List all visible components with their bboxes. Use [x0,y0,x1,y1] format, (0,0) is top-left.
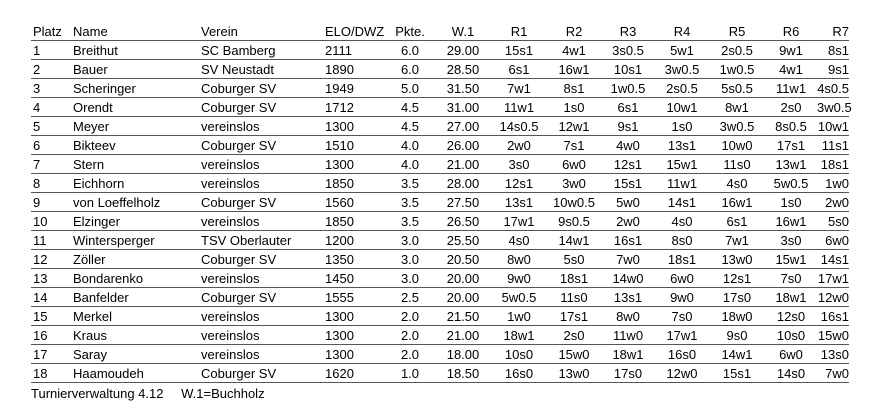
rank-cell: 7 [31,155,73,174]
round-1-cell: 3s0 [491,155,547,174]
round-6-cell: 5w0.5 [765,174,817,193]
points-cell: 4.5 [385,98,435,117]
round-3-cell: 12s1 [601,155,655,174]
round-4-cell: 7s0 [655,307,709,326]
round-5-cell: 3w0.5 [709,117,765,136]
rating-cell: 1712 [325,98,385,117]
buchholz-cell: 26.00 [435,136,491,155]
club-cell: vereinslos [201,345,325,364]
round-7-cell: 16s1 [817,307,849,326]
software-version: Turnierverwaltung 4.12 [31,386,164,401]
club-cell: Coburger SV [201,193,325,212]
table-row [31,288,849,307]
header-r1: R1 [491,23,547,41]
player-name-cell: von Loeffelholz [73,193,201,212]
buchholz-cell: 20.50 [435,250,491,269]
points-cell: 3.0 [385,250,435,269]
points-cell: 4.0 [385,155,435,174]
points-cell: 3.0 [385,231,435,250]
points-cell: 1.0 [385,364,435,383]
rating-cell: 2111 [325,41,385,60]
round-7-cell: 1w0 [817,174,849,193]
club-cell: Coburger SV [201,288,325,307]
round-6-cell: 2s0 [765,98,817,117]
rank-cell: 1 [31,41,73,60]
round-4-cell: 13s1 [655,136,709,155]
round-7-cell: 9s1 [817,60,849,79]
round-2-cell: 15w0 [547,345,601,364]
round-1-cell: 17w1 [491,212,547,231]
rank-cell: 13 [31,269,73,288]
buchholz-cell: 20.00 [435,269,491,288]
round-1-cell: 13s1 [491,193,547,212]
rating-cell: 1300 [325,345,385,364]
table-row [31,231,849,250]
round-7-cell: 14s1 [817,250,849,269]
round-2-cell: 5s0 [547,250,601,269]
points-cell: 5.0 [385,79,435,98]
rank-cell: 9 [31,193,73,212]
round-5-cell: 4s0 [709,174,765,193]
rating-cell: 1300 [325,155,385,174]
round-2-cell: 11s0 [547,288,601,307]
rating-cell: 1850 [325,212,385,231]
round-2-cell: 6w0 [547,155,601,174]
round-2-cell: 18s1 [547,269,601,288]
round-3-cell: 5w0 [601,193,655,212]
club-cell: vereinslos [201,326,325,345]
header-points: Pkte. [385,23,435,41]
rating-cell: 1200 [325,231,385,250]
header-platz: Platz [31,23,73,41]
round-3-cell: 17s0 [601,364,655,383]
round-6-cell: 8s0.5 [765,117,817,136]
rating-cell: 1890 [325,60,385,79]
player-name-cell: Bikteev [73,136,201,155]
round-5-cell: 11s0 [709,155,765,174]
header-r2: R2 [547,23,601,41]
rating-cell: 1850 [325,174,385,193]
rank-cell: 2 [31,60,73,79]
round-6-cell: 9w1 [765,41,817,60]
round-3-cell: 10s1 [601,60,655,79]
round-4-cell: 10w1 [655,98,709,117]
round-4-cell: 6w0 [655,269,709,288]
round-3-cell: 13s1 [601,288,655,307]
round-5-cell: 18w0 [709,307,765,326]
rating-cell: 1300 [325,307,385,326]
buchholz-cell: 25.50 [435,231,491,250]
table-row [31,307,849,326]
round-4-cell: 14s1 [655,193,709,212]
club-cell: TSV Oberlauter [201,231,325,250]
round-6-cell: 16w1 [765,212,817,231]
round-7-cell: 11s1 [817,136,849,155]
rank-cell: 17 [31,345,73,364]
round-4-cell: 17w1 [655,326,709,345]
player-name-cell: Haamoudeh [73,364,201,383]
rank-cell: 11 [31,231,73,250]
player-name-cell: Bondarenko [73,269,201,288]
player-name-cell: Stern [73,155,201,174]
round-2-cell: 9s0.5 [547,212,601,231]
round-1-cell: 12s1 [491,174,547,193]
table-row [31,212,849,231]
buchholz-legend: W.1=Buchholz [181,386,265,401]
round-1-cell: 8w0 [491,250,547,269]
header-r7: R7 [817,23,849,41]
round-7-cell: 6w0 [817,231,849,250]
player-name-cell: Breithut [73,41,201,60]
round-4-cell: 16s0 [655,345,709,364]
rating-cell: 1560 [325,193,385,212]
club-cell: Coburger SV [201,79,325,98]
player-name-cell: Zöller [73,250,201,269]
round-3-cell: 7w0 [601,250,655,269]
rating-cell: 1510 [325,136,385,155]
rating-cell: 1350 [325,250,385,269]
round-2-cell: 13w0 [547,364,601,383]
buchholz-cell: 20.00 [435,288,491,307]
points-cell: 2.0 [385,326,435,345]
round-6-cell: 18w1 [765,288,817,307]
rating-cell: 1300 [325,117,385,136]
buchholz-cell: 21.00 [435,155,491,174]
table-row [31,117,849,136]
buchholz-cell: 28.50 [435,60,491,79]
round-2-cell: 7s1 [547,136,601,155]
round-7-cell: 13s0 [817,345,849,364]
buchholz-cell: 18.00 [435,345,491,364]
header-verein: Verein [201,23,325,41]
round-4-cell: 12w0 [655,364,709,383]
buchholz-cell: 29.00 [435,41,491,60]
table-row [31,326,849,345]
round-6-cell: 6w0 [765,345,817,364]
round-6-cell: 10s0 [765,326,817,345]
round-5-cell: 5s0.5 [709,79,765,98]
round-2-cell: 8s1 [547,79,601,98]
header-r3: R3 [601,23,655,41]
round-2-cell: 12w1 [547,117,601,136]
rating-cell: 1555 [325,288,385,307]
club-cell: vereinslos [201,307,325,326]
rank-cell: 5 [31,117,73,136]
header-buchholz: W.1 [435,23,491,41]
round-5-cell: 1w0.5 [709,60,765,79]
round-6-cell: 11w1 [765,79,817,98]
rank-cell: 10 [31,212,73,231]
round-3-cell: 3s0.5 [601,41,655,60]
round-1-cell: 16s0 [491,364,547,383]
rating-cell: 1450 [325,269,385,288]
table-row [31,79,849,98]
round-1-cell: 15s1 [491,41,547,60]
round-3-cell: 4w0 [601,136,655,155]
rating-cell: 1949 [325,79,385,98]
round-6-cell: 1s0 [765,193,817,212]
round-3-cell: 15s1 [601,174,655,193]
round-6-cell: 3s0 [765,231,817,250]
points-cell: 6.0 [385,60,435,79]
round-7-cell: 15w0 [817,327,849,343]
buchholz-cell: 21.00 [435,326,491,345]
player-name-cell: Scheringer [73,79,201,98]
header-r6: R6 [765,23,817,41]
round-6-cell: 13w1 [765,155,817,174]
header-r4: R4 [655,23,709,41]
player-name-cell: Orendt [73,98,201,117]
round-3-cell: 6s1 [601,98,655,117]
player-name-cell: Meyer [73,117,201,136]
rank-cell: 16 [31,326,73,345]
points-cell: 4.0 [385,136,435,155]
round-1-cell: 1w0 [491,307,547,326]
buchholz-cell: 27.50 [435,193,491,212]
round-7-cell: 4s0.5 [817,80,849,96]
round-7-cell: 5s0 [817,212,849,231]
buchholz-cell: 18.50 [435,364,491,383]
round-1-cell: 6s1 [491,60,547,79]
rating-cell: 1300 [325,326,385,345]
player-name-cell: Banfelder [73,288,201,307]
round-5-cell: 15s1 [709,364,765,383]
standings-body [31,41,852,383]
round-4-cell: 4s0 [655,212,709,231]
table-row [31,174,849,193]
round-2-cell: 10w0.5 [547,193,601,212]
round-1-cell: 5w0.5 [491,288,547,307]
rating-cell: 1620 [325,364,385,383]
round-5-cell: 10w0 [709,136,765,155]
points-cell: 3.5 [385,174,435,193]
round-2-cell: 16w1 [547,60,601,79]
round-1-cell: 9w0 [491,269,547,288]
table-row [31,41,849,60]
player-name-cell: Merkel [73,307,201,326]
round-5-cell: 9s0 [709,326,765,345]
rank-cell: 6 [31,136,73,155]
club-cell: vereinslos [201,269,325,288]
club-cell: Coburger SV [201,250,325,269]
club-cell: Coburger SV [201,364,325,383]
round-5-cell: 13w0 [709,250,765,269]
round-7-cell: 17w1 [817,270,849,286]
round-5-cell: 8w1 [709,98,765,117]
round-2-cell: 14w1 [547,231,601,250]
round-3-cell: 9s1 [601,117,655,136]
round-4-cell: 1s0 [655,117,709,136]
table-row [31,155,849,174]
round-4-cell: 11w1 [655,174,709,193]
round-5-cell: 2s0.5 [709,41,765,60]
round-5-cell: 14w1 [709,345,765,364]
table-row [31,98,849,117]
round-2-cell: 1s0 [547,98,601,117]
points-cell: 2.5 [385,288,435,307]
round-2-cell: 17s1 [547,307,601,326]
table-row [31,364,849,383]
round-4-cell: 3w0.5 [655,60,709,79]
club-cell: Coburger SV [201,98,325,117]
round-1-cell: 18w1 [491,326,547,345]
round-3-cell: 16s1 [601,231,655,250]
buchholz-cell: 27.00 [435,117,491,136]
round-3-cell: 11w0 [601,326,655,345]
round-5-cell: 7w1 [709,231,765,250]
player-name-cell: Eichhorn [73,174,201,193]
rank-cell: 4 [31,98,73,117]
header-row [31,23,849,41]
player-name-cell: Saray [73,345,201,364]
points-cell: 2.0 [385,307,435,326]
round-7-cell: 10w1 [817,118,849,134]
round-3-cell: 14w0 [601,269,655,288]
points-cell: 2.0 [385,345,435,364]
round-7-cell: 7w0 [817,364,849,383]
round-2-cell: 2s0 [547,326,601,345]
rank-cell: 12 [31,250,73,269]
table-row [31,60,849,79]
round-4-cell: 15w1 [655,155,709,174]
club-cell: SC Bamberg [201,41,325,60]
round-3-cell: 2w0 [601,212,655,231]
player-name-cell: Elzinger [73,212,201,231]
player-name-cell: Kraus [73,326,201,345]
club-cell: Coburger SV [201,136,325,155]
round-1-cell: 11w1 [491,98,547,117]
round-5-cell: 16w1 [709,193,765,212]
points-cell: 3.5 [385,212,435,231]
club-cell: vereinslos [201,174,325,193]
round-6-cell: 12s0 [765,307,817,326]
round-6-cell: 15w1 [765,250,817,269]
buchholz-cell: 28.00 [435,174,491,193]
round-4-cell: 18s1 [655,250,709,269]
round-6-cell: 17s1 [765,136,817,155]
club-cell: vereinslos [201,212,325,231]
round-4-cell: 2s0.5 [655,79,709,98]
round-4-cell: 8s0 [655,231,709,250]
header-r5: R5 [709,23,765,41]
round-7-cell: 8s1 [817,41,849,60]
table-row [31,136,849,155]
buchholz-cell: 26.50 [435,212,491,231]
buchholz-cell: 31.50 [435,79,491,98]
points-cell: 3.0 [385,269,435,288]
rank-cell: 3 [31,79,73,98]
points-cell: 4.5 [385,117,435,136]
round-3-cell: 8w0 [601,307,655,326]
round-3-cell: 18w1 [601,345,655,364]
round-2-cell: 4w1 [547,41,601,60]
round-7-cell: 2w0 [817,193,849,212]
rank-cell: 15 [31,307,73,326]
round-6-cell: 4w1 [765,60,817,79]
table-row [31,345,849,364]
player-name-cell: Bauer [73,60,201,79]
round-1-cell: 14s0.5 [491,117,547,136]
player-name-cell: Wintersperger [73,231,201,250]
round-1-cell: 7w1 [491,79,547,98]
round-7-cell: 18s1 [817,155,849,174]
table-row [31,193,849,212]
club-cell: vereinslos [201,117,325,136]
buchholz-cell: 31.00 [435,98,491,117]
round-7-cell: 12w0 [817,289,849,305]
table-row [31,269,849,288]
points-cell: 3.5 [385,193,435,212]
round-1-cell: 10s0 [491,345,547,364]
club-cell: SV Neustadt [201,60,325,79]
round-6-cell: 7s0 [765,269,817,288]
round-5-cell: 12s1 [709,269,765,288]
round-6-cell: 14s0 [765,364,817,383]
round-1-cell: 4s0 [491,231,547,250]
header-name: Name [73,23,201,41]
standings-table [31,23,852,383]
rank-cell: 8 [31,174,73,193]
buchholz-cell: 21.50 [435,307,491,326]
round-1-cell: 2w0 [491,136,547,155]
round-5-cell: 6s1 [709,212,765,231]
table-row [31,250,849,269]
club-cell: vereinslos [201,155,325,174]
rank-cell: 18 [31,364,73,383]
footer [31,386,279,401]
round-3-cell: 1w0.5 [601,79,655,98]
header-elo: ELO/DWZ [325,24,385,39]
round-7-cell: 3w0.5 [817,99,852,115]
round-4-cell: 9w0 [655,288,709,307]
round-4-cell: 5w1 [655,41,709,60]
round-5-cell: 17s0 [709,288,765,307]
points-cell: 6.0 [385,41,435,60]
rank-cell: 14 [31,288,73,307]
round-2-cell: 3w0 [547,174,601,193]
